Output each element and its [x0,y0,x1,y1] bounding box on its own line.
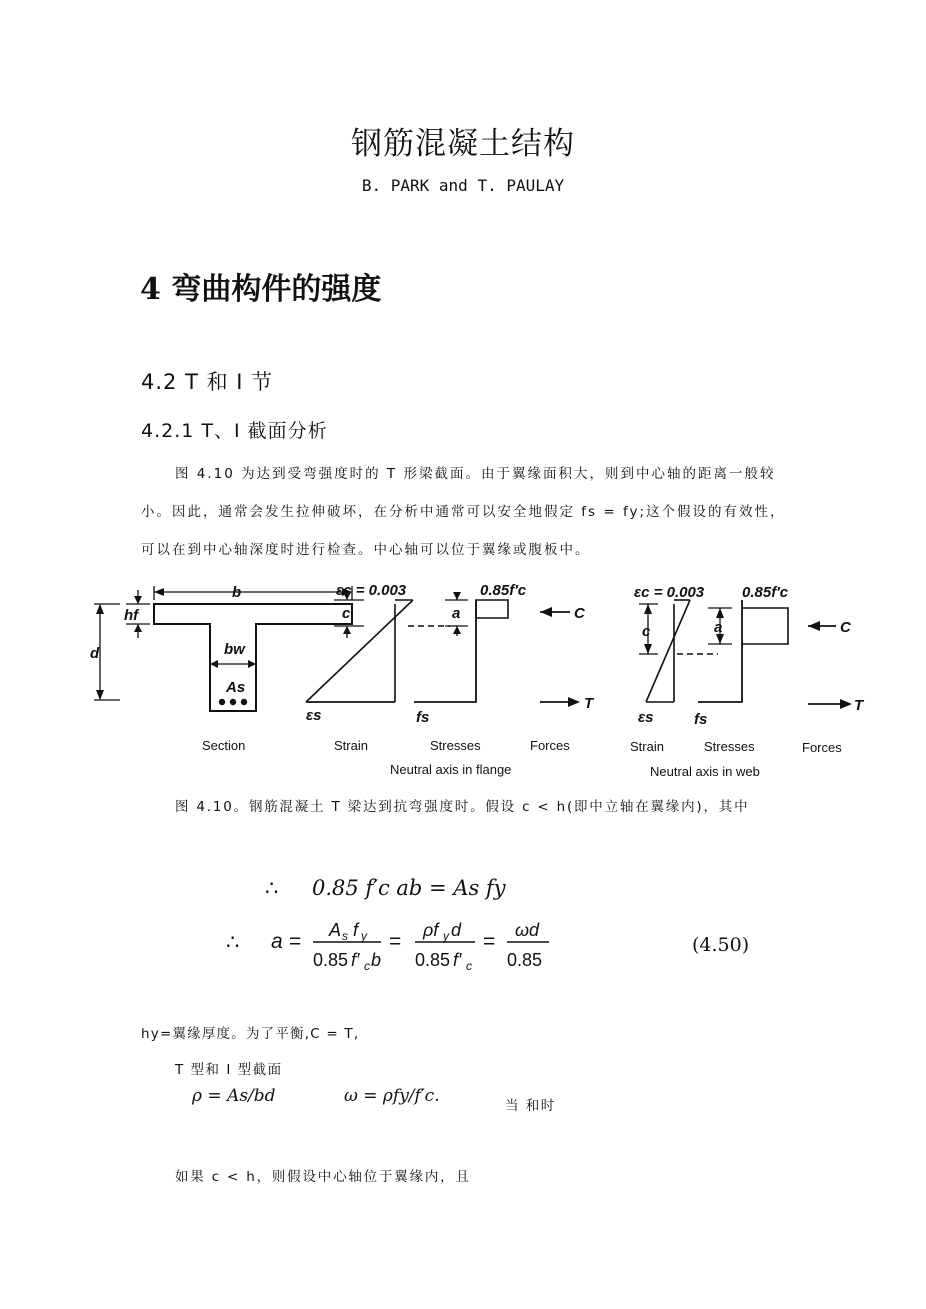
label-a-web: a [714,619,723,636]
label-force-c-flange: C [574,605,585,622]
svg-text:y: y [361,929,367,943]
when-text: 当 和时 [505,1098,556,1114]
therefore-symbol-1: ∴ [265,876,279,900]
rebar-dot [241,699,247,705]
label-b: b [232,584,242,601]
label-fc-flange: 0.85f′c [480,582,527,599]
caption-stresses-flange: Stresses [430,738,481,753]
therefore-symbol-2: ∴ [226,930,240,954]
label-bw: bw [224,641,245,658]
svg-text:f: f [353,920,359,940]
t-section-outline [154,604,352,711]
caption-forces-flange: Forces [530,738,570,753]
svg-text:=: = [483,930,496,953]
svg-text:=: = [289,930,302,953]
svg-text:ωd: ωd [515,920,540,940]
section-heading: 4.2 T 和 I 节 [141,370,274,394]
label-force-c-web: C [840,619,851,636]
caption-neutral-axis-web: Neutral axis in web [650,764,760,779]
svg-text:0.85: 0.85 [313,950,349,970]
label-ec-web: εc = 0.003 [634,584,705,601]
svg-text:d: d [451,920,462,940]
svg-text:y: y [443,929,449,943]
document-title: 钢筋混凝土结构 [351,126,575,162]
subsection-heading: 4.2.1 T、I 截面分析 [141,420,328,442]
equation-equilibrium: 0.85 f′c ab = As fy [312,876,506,900]
chapter-heading: 4 弯曲构件的强度 [140,272,382,307]
equation-depth-a [265,910,565,974]
label-es-web: εs [638,709,654,726]
rebar-dot [230,699,236,705]
caption-neutral-axis-flange: Neutral axis in flange [390,762,512,777]
svg-text:f′: f′ [453,950,462,970]
caption-stresses-web: Stresses [704,739,755,754]
label-fs-flange: fs [416,709,430,726]
svg-text:A: A [329,920,342,940]
label-fc-web: 0.85f′c [742,584,789,601]
caption-section: Section [202,738,246,753]
svg-text:b: b [371,950,382,970]
label-d: d [90,645,100,662]
equation-omega: ω = ρfy/f′c. [344,1086,440,1106]
svg-text:c: c [466,959,472,973]
body-paragraph: 图 4.10 为达到受弯强度时的 T 形梁截面。由于翼缘面积大，则到中心轴的距离一般较小。因此，通常会发生拉伸破坏，在分析中通常可以安全地假定 fs = fy;这个假设的有效性，可以在到中心轴深度时进行检查。中心轴可以位于翼缘或腹板中。 [141,466,786,558]
document-authors: B. PARK and T. PAULAY [361,176,565,195]
svg-text:0.85: 0.85 [415,950,451,970]
figure-t-beam-diagram [90,578,870,788]
rebar-dot [219,699,225,705]
label-as: As [226,679,246,696]
label-c-flange: c [342,605,351,622]
equation-rho: ρ = As/bd [192,1086,276,1106]
label-hf: hf [124,607,139,624]
label-force-t-web: T [854,697,864,714]
svg-text:f′: f′ [351,950,360,970]
label-ec-flange: εc = 0.003 [336,582,407,599]
label-force-t-flange: T [584,695,594,712]
label-c-web: c [642,623,651,640]
label-fs-web: fs [694,711,708,728]
label-es-flange: εs [306,707,322,724]
assumption-line: 如果 c < h，则假设中心轴位于翼缘内，且 [175,1169,471,1185]
svg-text:0.85: 0.85 [507,950,543,970]
equation-number: (4.50) [692,934,750,956]
caption-strain-flange: Strain [334,738,368,753]
svg-text:ρf: ρf [423,920,439,940]
flange-thickness-line: hy=翼缘厚度。为了平衡,C = T, [141,1026,360,1042]
svg-text:=: = [389,930,402,953]
figure-caption: 图 4.10。钢筋混凝土 T 梁达到抗弯强度时。假设 c < h(即中立轴在翼缘内)，其中 [175,799,750,815]
label-a-flange: a [452,605,461,622]
svg-text:a: a [271,930,283,953]
svg-text:c: c [364,959,370,973]
svg-text:s: s [342,929,348,943]
t-i-section-line: T 型和 I 型截面 [175,1062,283,1078]
caption-strain-web: Strain [630,739,664,754]
caption-forces-web: Forces [802,740,842,755]
